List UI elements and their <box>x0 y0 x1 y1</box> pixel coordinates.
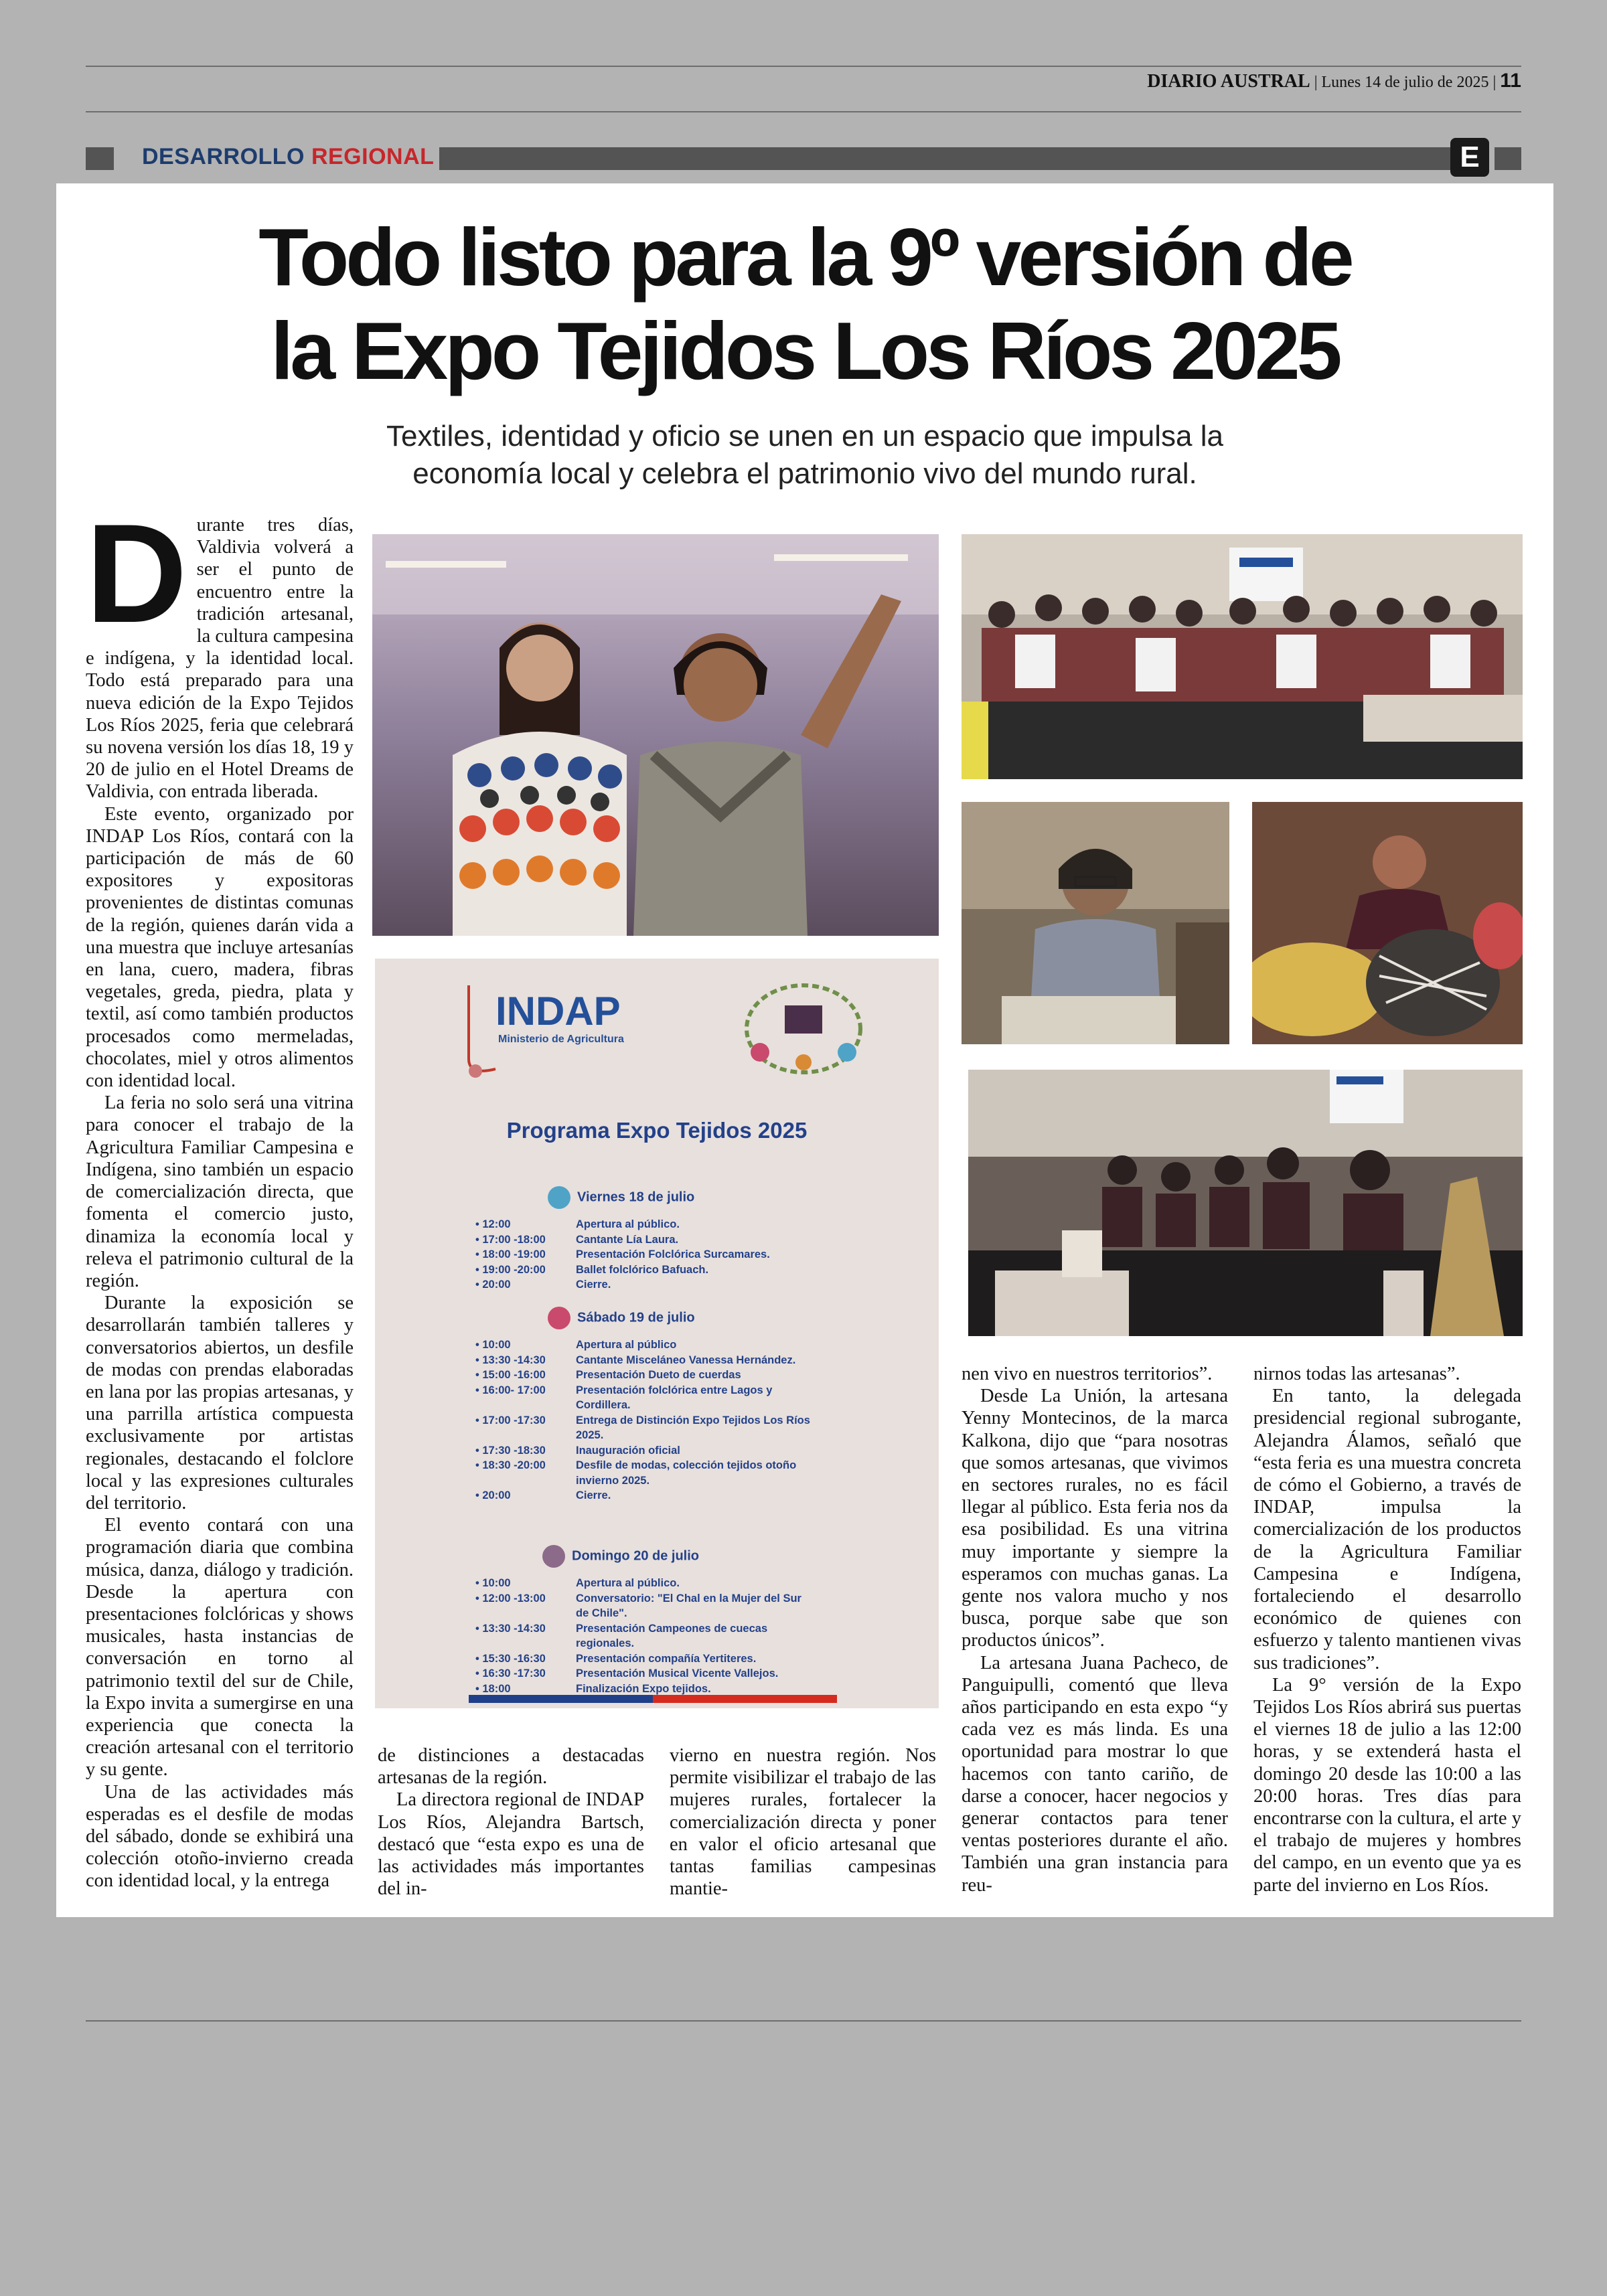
program-item <box>475 1576 817 1591</box>
program-day-list <box>475 1576 817 1696</box>
program-item-time: • 19:00 -20:00 <box>475 1263 546 1276</box>
subheadline <box>56 418 1553 493</box>
program-item-event: Apertura al público. <box>576 1577 680 1589</box>
program-item <box>475 1443 817 1459</box>
program-day-heading <box>548 1186 694 1209</box>
program-day-list <box>475 1337 817 1503</box>
program-item-time: • 10:00 <box>475 1339 511 1351</box>
program-item <box>475 1232 817 1248</box>
program-item <box>475 1651 817 1667</box>
program-item-time: • 13:30 -14:30 <box>475 1354 546 1366</box>
program-item-time: • 20:00 <box>475 1489 511 1501</box>
photo-elderly-artisan <box>962 802 1229 1044</box>
program-item-event: Apertura al público <box>576 1339 677 1351</box>
article-page <box>56 183 1553 1917</box>
program-item-time: • 20:00 <box>475 1279 511 1291</box>
text-column-3 <box>670 1744 936 1905</box>
program-item-time: • 18:30 -20:00 <box>475 1459 546 1471</box>
program-item-time: • 15:00 -16:00 <box>475 1369 546 1381</box>
text-column-5 <box>1253 1363 1521 1905</box>
program-item <box>475 1458 817 1488</box>
ministry-label: Ministerio de Agricultura <box>498 1034 624 1045</box>
program-item <box>475 1413 817 1443</box>
program-day-heading <box>548 1307 695 1329</box>
program-item-event: Inauguración oficial <box>576 1444 680 1457</box>
top-rule <box>86 66 1521 67</box>
photo-press-conference <box>968 1070 1523 1336</box>
program-item-event: Cantante Misceláneo Vanessa Hernández. <box>576 1354 796 1366</box>
paragraph: La directora regional de INDAP Los Ríos, Alejandra Bartsch, destacó que “esta expo es una de las actividades más importantes del in- <box>378 1789 644 1900</box>
program-item-event: Presentación Musical Vicente Vallejos. <box>576 1667 779 1679</box>
program-item-event: Presentación Dueto de cuerdas <box>576 1369 741 1381</box>
program-item <box>475 1337 817 1353</box>
program-item-time: • 16:00- 17:00 <box>475 1384 546 1396</box>
program-item-event: Presentación compañía Yertiteres. <box>576 1652 757 1665</box>
text-column-4 <box>962 1363 1228 1905</box>
program-item <box>475 1666 817 1682</box>
section-title <box>142 144 434 170</box>
program-item-time: • 15:30 -16:30 <box>475 1652 546 1665</box>
paragraph: Durante la exposición se desarrollarán también talleres y conversatorios abiertos, un desfile de modas con prendas elaboradas en lana por las propias artesanas, y una parrilla artística compuesta exclusivamente por artistas regionales, destacando el folclore local y las expresiones culturales del territorio. <box>86 1293 354 1513</box>
program-item-time: • 10:00 <box>475 1577 511 1589</box>
program-item-event: Entrega de Distinción Expo Tejidos Los Ríos 2025. <box>576 1414 810 1441</box>
program-day-label: Viernes 18 de julio <box>577 1190 695 1205</box>
program-item <box>475 1368 817 1383</box>
paragraph: La feria no solo será una vitrina para conocer el trabajo de la Agricultura Familiar Campesina e Indígena, sino también un espacio de comercialización directa, que fomenta el comercio justo, dinamiza la economía local y releva el patrimonio cultural de la región. <box>86 1092 354 1291</box>
section-bar <box>439 147 1450 170</box>
yarn-ball-icon <box>548 1307 570 1329</box>
section-marker <box>86 147 114 170</box>
program-day-label: Sábado 19 de julio <box>577 1310 695 1325</box>
program-item-time: • 17:30 -18:30 <box>475 1444 546 1457</box>
drop-cap: D <box>86 495 187 652</box>
program-item-event: Cantante Lía Laura. <box>576 1233 679 1246</box>
program-day-label: Domingo 20 de julio <box>572 1548 700 1564</box>
paragraph: La 9° versión de la Expo Tejidos Los Ríos abrirá sus puertas el viernes 18 de julio a las 12:00 horas, y se extenderá hasta el domingo 20 desde las 10:00 a las 20:00 horas. Tres días para encontrarse con la cultura, el arte y el trabajo de mujeres y hombres del campo, en un evento que ya es parte del invierno en Los Ríos. <box>1253 1674 1521 1896</box>
masthead: DIARIO AUSTRAL | Lunes 14 de julio de 2025 | 11 <box>1147 70 1521 92</box>
paragraph: nirnos todas las artesanas”. <box>1253 1364 1460 1384</box>
expo-tejidos-logo-icon <box>737 979 870 1079</box>
section-title-part2: REGIONAL <box>311 144 435 169</box>
program-item <box>475 1383 817 1413</box>
program-item <box>475 1217 817 1232</box>
yarn-ball-icon <box>542 1545 565 1568</box>
program-item-event: Apertura al público. <box>576 1218 680 1230</box>
program-day-list <box>475 1217 817 1293</box>
paragraph: de distinciones a destacadas artesanas de la región. <box>378 1745 644 1789</box>
program-item-event: Conversatorio: "El Chal en la Mujer del Sur de Chile". <box>576 1592 801 1619</box>
flag-stripe <box>469 1695 837 1703</box>
publisher-logo: E <box>1450 138 1489 177</box>
paragraph <box>86 495 354 803</box>
section-bar-end <box>1495 147 1521 170</box>
program-item-time: • 12:00 <box>475 1218 511 1230</box>
program-item <box>475 1262 817 1278</box>
program-item <box>475 1591 817 1621</box>
program-item <box>475 1488 817 1503</box>
yarn-ball-icon <box>548 1186 570 1209</box>
paragraph: En tanto, la delegada presidencial regional subrogante, Alejandra Álamos, señaló que “esta feria es una muestra concreta de cómo el Gobierno, a través de INDAP, impulsa la comercialización de los productos de la Agricultura Familiar Campesina e Indígena, fortaleciendo el desarrollo económico de quienes con esfuerzo y talento mantienen vivas sus tradiciones”. <box>1253 1386 1521 1673</box>
paragraph: vierno en nuestra región. Nos permite visibilizar el trabajo de las mujeres rurales, fortalecer la comercialización directa y poner en valor el oficio artesanal que tantas familias campesinas mantie- <box>670 1745 936 1900</box>
program-item-time: • 12:00 -13:00 <box>475 1592 546 1605</box>
paragraph-text: urante tres días, Valdivia volverá a ser el punto de encuentro entre la tradición artesanal, la cultura campesina e indígena, y la identidad local. Todo está preparado para una nueva edición de la Expo Tejidos Los Ríos 2025, feria que celebrará su novena versión los días 18, 19 y 20 de julio en el Hotel Dreams de Valdivia, con entrada liberada. <box>86 515 354 803</box>
program-item <box>475 1621 817 1651</box>
section-title-part1: DESARROLLO <box>142 144 311 169</box>
photo-artisans-sweaters <box>372 534 939 936</box>
paragraph: nen vivo en nuestros territorios”. <box>962 1364 1213 1384</box>
text-column-1 <box>86 495 354 1904</box>
program-item-event: Presentación Folclórica Surcamares. <box>576 1248 770 1260</box>
program-item-time: • 18:00 <box>475 1682 511 1695</box>
program-item-time: • 13:30 -14:30 <box>475 1622 546 1635</box>
program-poster <box>375 959 939 1708</box>
page-number: 11 <box>1500 70 1521 92</box>
paragraph: La artesana Juana Pacheco, de Panguipulli, comentó que lleva años participando en esta expo “y cada vez es más linda. Es una oportunidad para mostrar lo que hacemos con tanto cariño, de darse a conocer, hacer negocios y generar contactos para tener ventas posteriores durante el año. También una gran instancia para reu- <box>962 1652 1228 1896</box>
program-item <box>475 1353 817 1368</box>
masthead-paper: DIARIO AUSTRAL <box>1147 71 1310 92</box>
program-title: Programa Expo Tejidos 2025 <box>506 1118 808 1143</box>
masthead-rule <box>86 111 1521 112</box>
program-item-time: • 17:00 -17:30 <box>475 1414 546 1426</box>
program-item-time: • 17:00 -18:00 <box>475 1233 546 1246</box>
program-item-time: • 18:00 -19:00 <box>475 1248 546 1260</box>
subhead-line-1: Textiles, identidad y oficio se unen en un espacio que impulsa la <box>386 420 1223 453</box>
program-day-heading <box>542 1545 699 1568</box>
paragraph: El evento contará con una programación diaria que combina música, danza, diálogo y tradición. Desde la apertura con presentaciones folclóricas y shows musicales, hasta instancias de conversación en torno al patrimonio textil del sur de Chile, la Expo invita a sumergirse en una experiencia que conecta la creación artesanal con el territorio y su gente. <box>86 1515 354 1781</box>
program-item <box>475 1277 817 1293</box>
masthead-date: Lunes 14 de julio de 2025 <box>1321 74 1489 91</box>
program-item-event: Presentación folclórica entre Lagos y Cordillera. <box>576 1384 773 1411</box>
headline-line-1: Todo listo para la 9º versión de <box>258 212 1351 303</box>
program-item-event: Desfile de modas, colección tejidos otoño invierno 2025. <box>576 1459 797 1487</box>
indap-logo: INDAP <box>495 989 621 1034</box>
program-item-event: Presentación Campeones de cuecas regionales. <box>576 1622 768 1649</box>
paragraph: Una de las actividades más esperadas es el desfile de modas del sábado, donde se exhibirá una colección otoño-invierno creada con identidad local, y la entrega <box>86 1781 354 1892</box>
text-column-2 <box>378 1744 644 1905</box>
photo-yarn-balls <box>1252 802 1523 1044</box>
program-item-event: Cierre. <box>576 1279 611 1291</box>
program-item <box>475 1682 817 1697</box>
program-item-event: Ballet folclórico Bafuach. <box>576 1263 709 1276</box>
photo-group-launch <box>962 534 1523 779</box>
program-item-event: Finalización Expo tejidos. <box>576 1682 711 1695</box>
paragraph: Desde La Unión, la artesana Yenny Montecinos, de la marca Kalkona, dijo que “para nosotras que somos artesanas, que vivimos en sectores rurales, no es fácil llegar al público. Esta feria nos da esa posibilidad. Es una vitrina muy importante y siempre la esperamos con muchas ganas. La gente nos valora mucho y nos busca, porque sabe que son productos únicos”. <box>962 1386 1228 1651</box>
bottom-rule <box>86 2020 1521 2022</box>
program-item <box>475 1247 817 1262</box>
program-item-time: • 16:30 -17:30 <box>475 1667 546 1679</box>
program-item-event: Cierre. <box>576 1489 611 1501</box>
headline-line-2: la Expo Tejidos Los Ríos 2025 <box>271 305 1339 396</box>
subhead-line-2: economía local y celebra el patrimonio vivo del mundo rural. <box>412 457 1197 490</box>
paragraph: Este evento, organizado por INDAP Los Ríos, contará con la participación de más de 60 expositores y expositoras provenientes de distintas comunas de la región, quienes darán vida a una muestra que incluye artesanías en lana, cuero, madera, fibras vegetales, greda, piedra, plata y textil, así como también productos procesados como mermeladas, chocolates, miel y otros alimentos con identidad local. <box>86 803 354 1092</box>
headline <box>56 210 1553 398</box>
